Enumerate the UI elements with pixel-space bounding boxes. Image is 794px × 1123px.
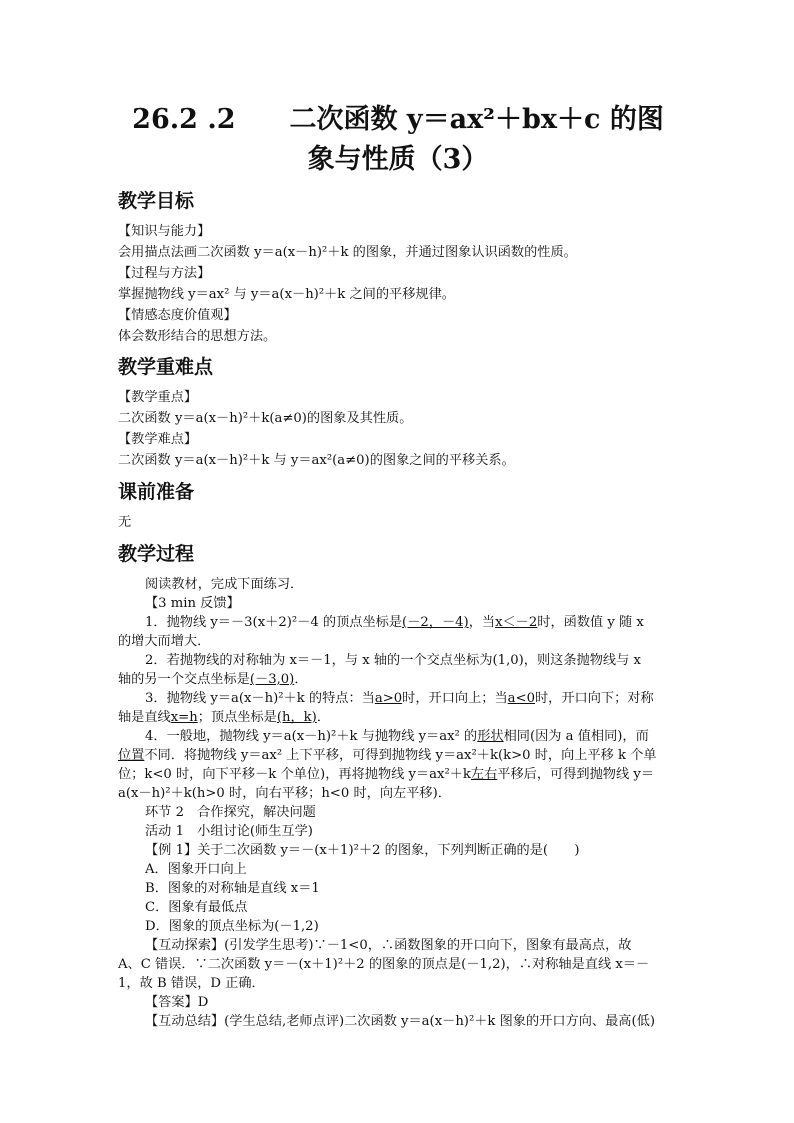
q1-answer-1: (－2，－4): [402, 615, 469, 630]
question-4-line-4: a(x－h)²＋k(h>0 时，向右平移；h<0 时，向左平移)．: [118, 786, 451, 801]
emotion-label: 【情感态度价值观】: [118, 308, 237, 323]
difficulty-text: 二次函数 y＝a(x－h)²＋k 与 y＝ax²(a≠0)的图象之间的平移关系。: [118, 453, 515, 468]
q3-answer-3: x=h: [170, 710, 198, 725]
question-2-line-1: 2．若抛物线的对称轴为 x＝－1，与 x 轴的一个交点坐标为(1,0)，则这条抛物线与 x: [145, 653, 641, 668]
explore-line-2: A、C 错误．∵二次函数 y＝－(x＋1)²＋2 的图象的顶点是(－1,2)，∴对称轴是直线 x＝－: [118, 957, 650, 972]
q2-answer: (－3,0): [249, 672, 295, 687]
question-3-line-2: [118, 708, 678, 728]
title-line-2: 象与性质（3）: [307, 144, 489, 175]
q4-answer-3: 左右: [470, 767, 498, 782]
title-line-1: 26.2 .2 二次函数 y＝ax²＋bx＋c 的图: [132, 104, 664, 135]
q3-answer-4: (h，k): [276, 710, 317, 725]
q3-answer-1: a>0: [374, 691, 403, 706]
q1-answer-2: x＜－2: [495, 615, 538, 630]
q1-text-b: ，当: [468, 615, 496, 630]
question-4-line-1: [145, 727, 705, 747]
q3-text-c: 时，开口向下；对称: [534, 691, 654, 706]
answer: 【答案】D: [145, 995, 209, 1010]
prep-heading: 课前准备: [118, 481, 195, 503]
summary: 【互动总结】(学生总结,老师点评)二次函数 y＝a(x－h)²＋k 图象的开口方向、最高(低): [145, 1014, 655, 1029]
q2-text-a: 轴的另一个交点坐标是: [118, 672, 250, 687]
prep-text: 无: [118, 515, 132, 530]
knowledge-text: 会用描点法画二次函数 y＝a(x－h)²＋k 的图象，并通过图象认识函数的性质。: [118, 245, 577, 260]
focus-label: 【教学重点】: [118, 390, 198, 405]
q3-text-d: 轴是直线: [118, 710, 171, 725]
emotion-text: 体会数形结合的思想方法。: [118, 329, 277, 344]
q4-text-line3: 位；k<0 时，向下平移－k 个单位)，再将抛物线 y＝ax²＋k: [118, 767, 471, 782]
question-1-line-2: 的增大而增大．: [118, 634, 211, 649]
focus-text: 二次函数 y＝a(x－h)²＋k(a≠0)的图象及其性质。: [118, 411, 413, 426]
knowledge-label: 【知识与能力】: [118, 224, 211, 239]
explore-line-3: 1，故 B 错误，D 正确．: [118, 976, 265, 991]
feedback-label: 【3 min 反馈】: [145, 596, 240, 611]
q4-answer-1: 形状: [477, 729, 504, 744]
question-2-line-2: [118, 670, 678, 690]
option-a: A．图象开口向上: [145, 862, 247, 877]
q1-text-c: 时，函数值 y 随 x: [537, 615, 644, 630]
step-2: 环节 2 合作探究，解决问题: [145, 805, 316, 820]
q4-text-c: 不同．将抛物线 y＝ax² 上下平移，可得到抛物线 y＝ax²＋k(k>0 时，向上平移 k 个单: [144, 748, 657, 763]
option-b: B．图象的对称轴是直线 x＝1: [145, 881, 320, 896]
option-c: C．图象有最低点: [145, 900, 248, 915]
process-text: 掌握抛物线 y＝ax² 与 y＝a(x－h)²＋k 之间的平移规律。: [118, 287, 455, 302]
q3-answer-2: a<0: [507, 691, 535, 706]
question-4-line-3: [118, 765, 678, 785]
option-d: D．图象的顶点坐标为(－1,2): [145, 919, 319, 934]
q3-text-f: ．: [316, 710, 331, 725]
question-4-line-2: [118, 746, 678, 766]
question-3-line-1: [145, 689, 705, 709]
question-1-line-1: [145, 613, 705, 633]
process-label: 【过程与方法】: [118, 266, 211, 281]
q4-answer-2: 位置: [118, 748, 145, 763]
q3-text-e: ；顶点坐标是: [197, 710, 277, 725]
explore-line-1: 【互动探索】(引发学生思考)∵－1<0，∴函数图象的开口向下，图象有最高点，故: [145, 938, 632, 953]
difficulty-label: 【教学难点】: [118, 432, 198, 447]
q4-text-a: 4．一般地，抛物线 y＝a(x－h)²＋k 与抛物线 y＝ax² 的: [145, 729, 478, 744]
q3-text-b: 时，开口向上；当: [402, 691, 508, 706]
process-heading: 教学过程: [118, 543, 195, 565]
process-intro: 阅读教材，完成下面练习．: [145, 577, 304, 592]
q4-text-d: 平移后，可得到抛物线 y＝: [497, 767, 655, 782]
activity-1: 活动 1 小组讨论(师生互学): [145, 824, 313, 839]
q1-text-a: 1．抛物线 y＝－3(x＋2)²－4 的顶点坐标是: [145, 615, 403, 630]
key-points-heading: 教学重难点: [118, 356, 214, 378]
q2-text-b: ．: [294, 672, 308, 687]
example-1: 【例 1】关于二次函数 y＝－(x＋1)²＋2 的图象，下列判断正确的是( ): [145, 843, 580, 858]
q4-text-b: 相同(因为 a 值相同)，而: [503, 729, 649, 744]
goals-heading: 教学目标: [118, 190, 195, 212]
q3-text-a: 3．抛物线 y＝a(x－h)²＋k 的特点：当: [145, 691, 375, 706]
